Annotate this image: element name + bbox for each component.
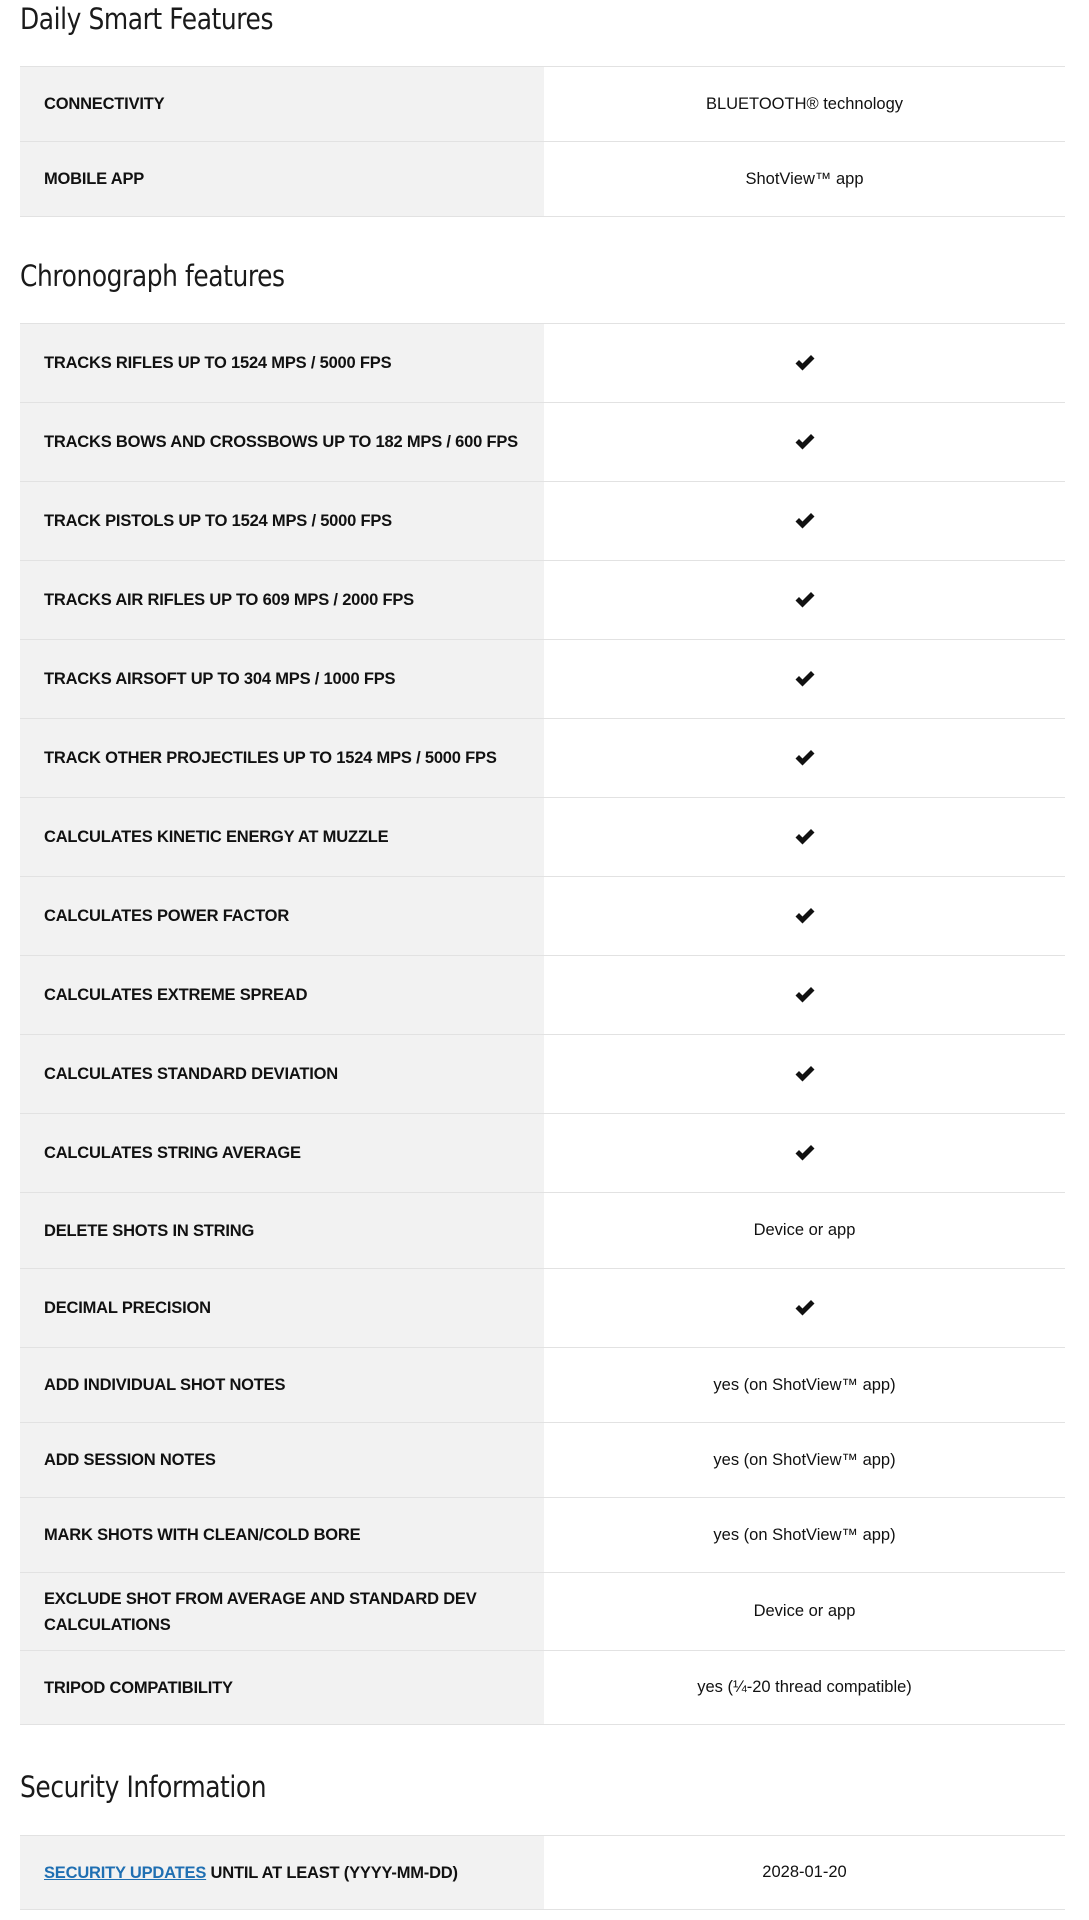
row-value <box>544 561 1065 639</box>
check-icon <box>794 1299 816 1317</box>
table-row <box>20 1498 1065 1573</box>
table-row <box>20 1348 1065 1423</box>
check-icon <box>794 1065 816 1083</box>
row-label: CALCULATES POWER FACTOR <box>20 877 544 955</box>
row-label: TRACKS RIFLES UP TO 1524 MPS / 5000 FPS <box>20 324 544 402</box>
row-value: yes (¼-20 thread compatible) <box>697 1678 912 1696</box>
check-icon <box>794 907 816 925</box>
row-label: DELETE SHOTS IN STRING <box>20 1193 544 1268</box>
row-value: yes (on ShotView™ app) <box>713 1450 896 1469</box>
table-row <box>20 798 1065 877</box>
check-icon <box>794 512 816 530</box>
table-row <box>20 1193 1065 1269</box>
section-title-smart-features: Daily Smart Features <box>20 2 274 36</box>
row-label-text: UNTIL AT LEAST (YYYY-MM-DD) <box>206 1863 458 1882</box>
table-row <box>20 640 1065 719</box>
check-icon <box>794 433 816 451</box>
row-value: Device or app <box>753 1602 856 1620</box>
table-row <box>20 142 1065 217</box>
row-value: BLUETOOTH® technology <box>705 94 904 113</box>
row-value <box>544 640 1065 718</box>
check-icon <box>794 986 816 1004</box>
row-label: TRACK PISTOLS UP TO 1524 MPS / 5000 FPS <box>20 482 544 560</box>
table-row <box>20 1035 1065 1114</box>
row-label: DECIMAL PRECISION <box>20 1269 544 1347</box>
row-label: CALCULATES STRING AVERAGE <box>20 1114 544 1192</box>
table-row <box>20 877 1065 956</box>
row-label: TRACKS AIR RIFLES UP TO 609 MPS / 2000 FPS <box>20 561 544 639</box>
table-row <box>20 1836 1065 1910</box>
row-label: EXCLUDE SHOT FROM AVERAGE AND STANDARD DEV CALCULATIONS <box>20 1573 544 1650</box>
row-label: TRIPOD COMPATIBILITY <box>20 1651 544 1724</box>
table-row <box>20 719 1065 798</box>
table-row <box>20 956 1065 1035</box>
row-value <box>544 403 1065 481</box>
table-row <box>20 1114 1065 1193</box>
check-icon <box>794 749 816 767</box>
section-title-security-information: Security Information <box>20 1770 267 1804</box>
check-icon <box>794 828 816 846</box>
row-value: yes (on ShotView™ app) <box>713 1525 896 1544</box>
row-label: TRACK OTHER PROJECTILES UP TO 1524 MPS / 5000 FPS <box>20 719 544 797</box>
section-title-chronograph-features: Chronograph features <box>20 259 285 293</box>
row-value: 2028-01-20 <box>762 1863 847 1881</box>
security-information-table <box>20 1835 1065 1910</box>
table-row <box>20 67 1065 142</box>
row-value <box>544 1035 1065 1113</box>
row-label: MARK SHOTS WITH CLEAN/COLD BORE <box>20 1498 544 1572</box>
row-value <box>544 1114 1065 1192</box>
table-row <box>20 403 1065 482</box>
table-row <box>20 482 1065 561</box>
table-row <box>20 1651 1065 1725</box>
check-icon <box>794 670 816 688</box>
row-value: Device or app <box>753 1221 856 1239</box>
row-label: TRACKS AIRSOFT UP TO 304 MPS / 1000 FPS <box>20 640 544 718</box>
row-value <box>544 956 1065 1034</box>
row-label: CALCULATES KINETIC ENERGY AT MUZZLE <box>20 798 544 876</box>
table-row <box>20 1269 1065 1348</box>
row-value <box>544 482 1065 560</box>
row-label: CONNECTIVITY <box>20 67 544 141</box>
table-row <box>20 1423 1065 1498</box>
security-updates-link[interactable]: SECURITY UPDATES <box>44 1863 207 1882</box>
check-icon <box>794 1144 816 1162</box>
chronograph-features-table <box>20 323 1065 1725</box>
row-label: CALCULATES STANDARD DEVIATION <box>20 1035 544 1113</box>
row-label: ADD SESSION NOTES <box>20 1423 544 1497</box>
table-row <box>20 324 1065 403</box>
row-value <box>544 719 1065 797</box>
row-label <box>20 1836 544 1909</box>
smart-features-table <box>20 66 1065 217</box>
row-value <box>544 798 1065 876</box>
row-label: MOBILE APP <box>20 142 544 216</box>
table-row <box>20 561 1065 640</box>
row-label: TRACKS BOWS AND CROSSBOWS UP TO 182 MPS / 600 FPS <box>20 403 544 481</box>
row-label: CALCULATES EXTREME SPREAD <box>20 956 544 1034</box>
row-value <box>544 877 1065 955</box>
check-icon <box>794 591 816 609</box>
row-value: yes (on ShotView™ app) <box>713 1375 896 1394</box>
row-value: ShotView™ app <box>745 169 864 188</box>
table-row <box>20 1573 1065 1651</box>
row-value <box>544 324 1065 402</box>
row-label: ADD INDIVIDUAL SHOT NOTES <box>20 1348 544 1422</box>
row-value <box>544 1269 1065 1347</box>
check-icon <box>794 354 816 372</box>
